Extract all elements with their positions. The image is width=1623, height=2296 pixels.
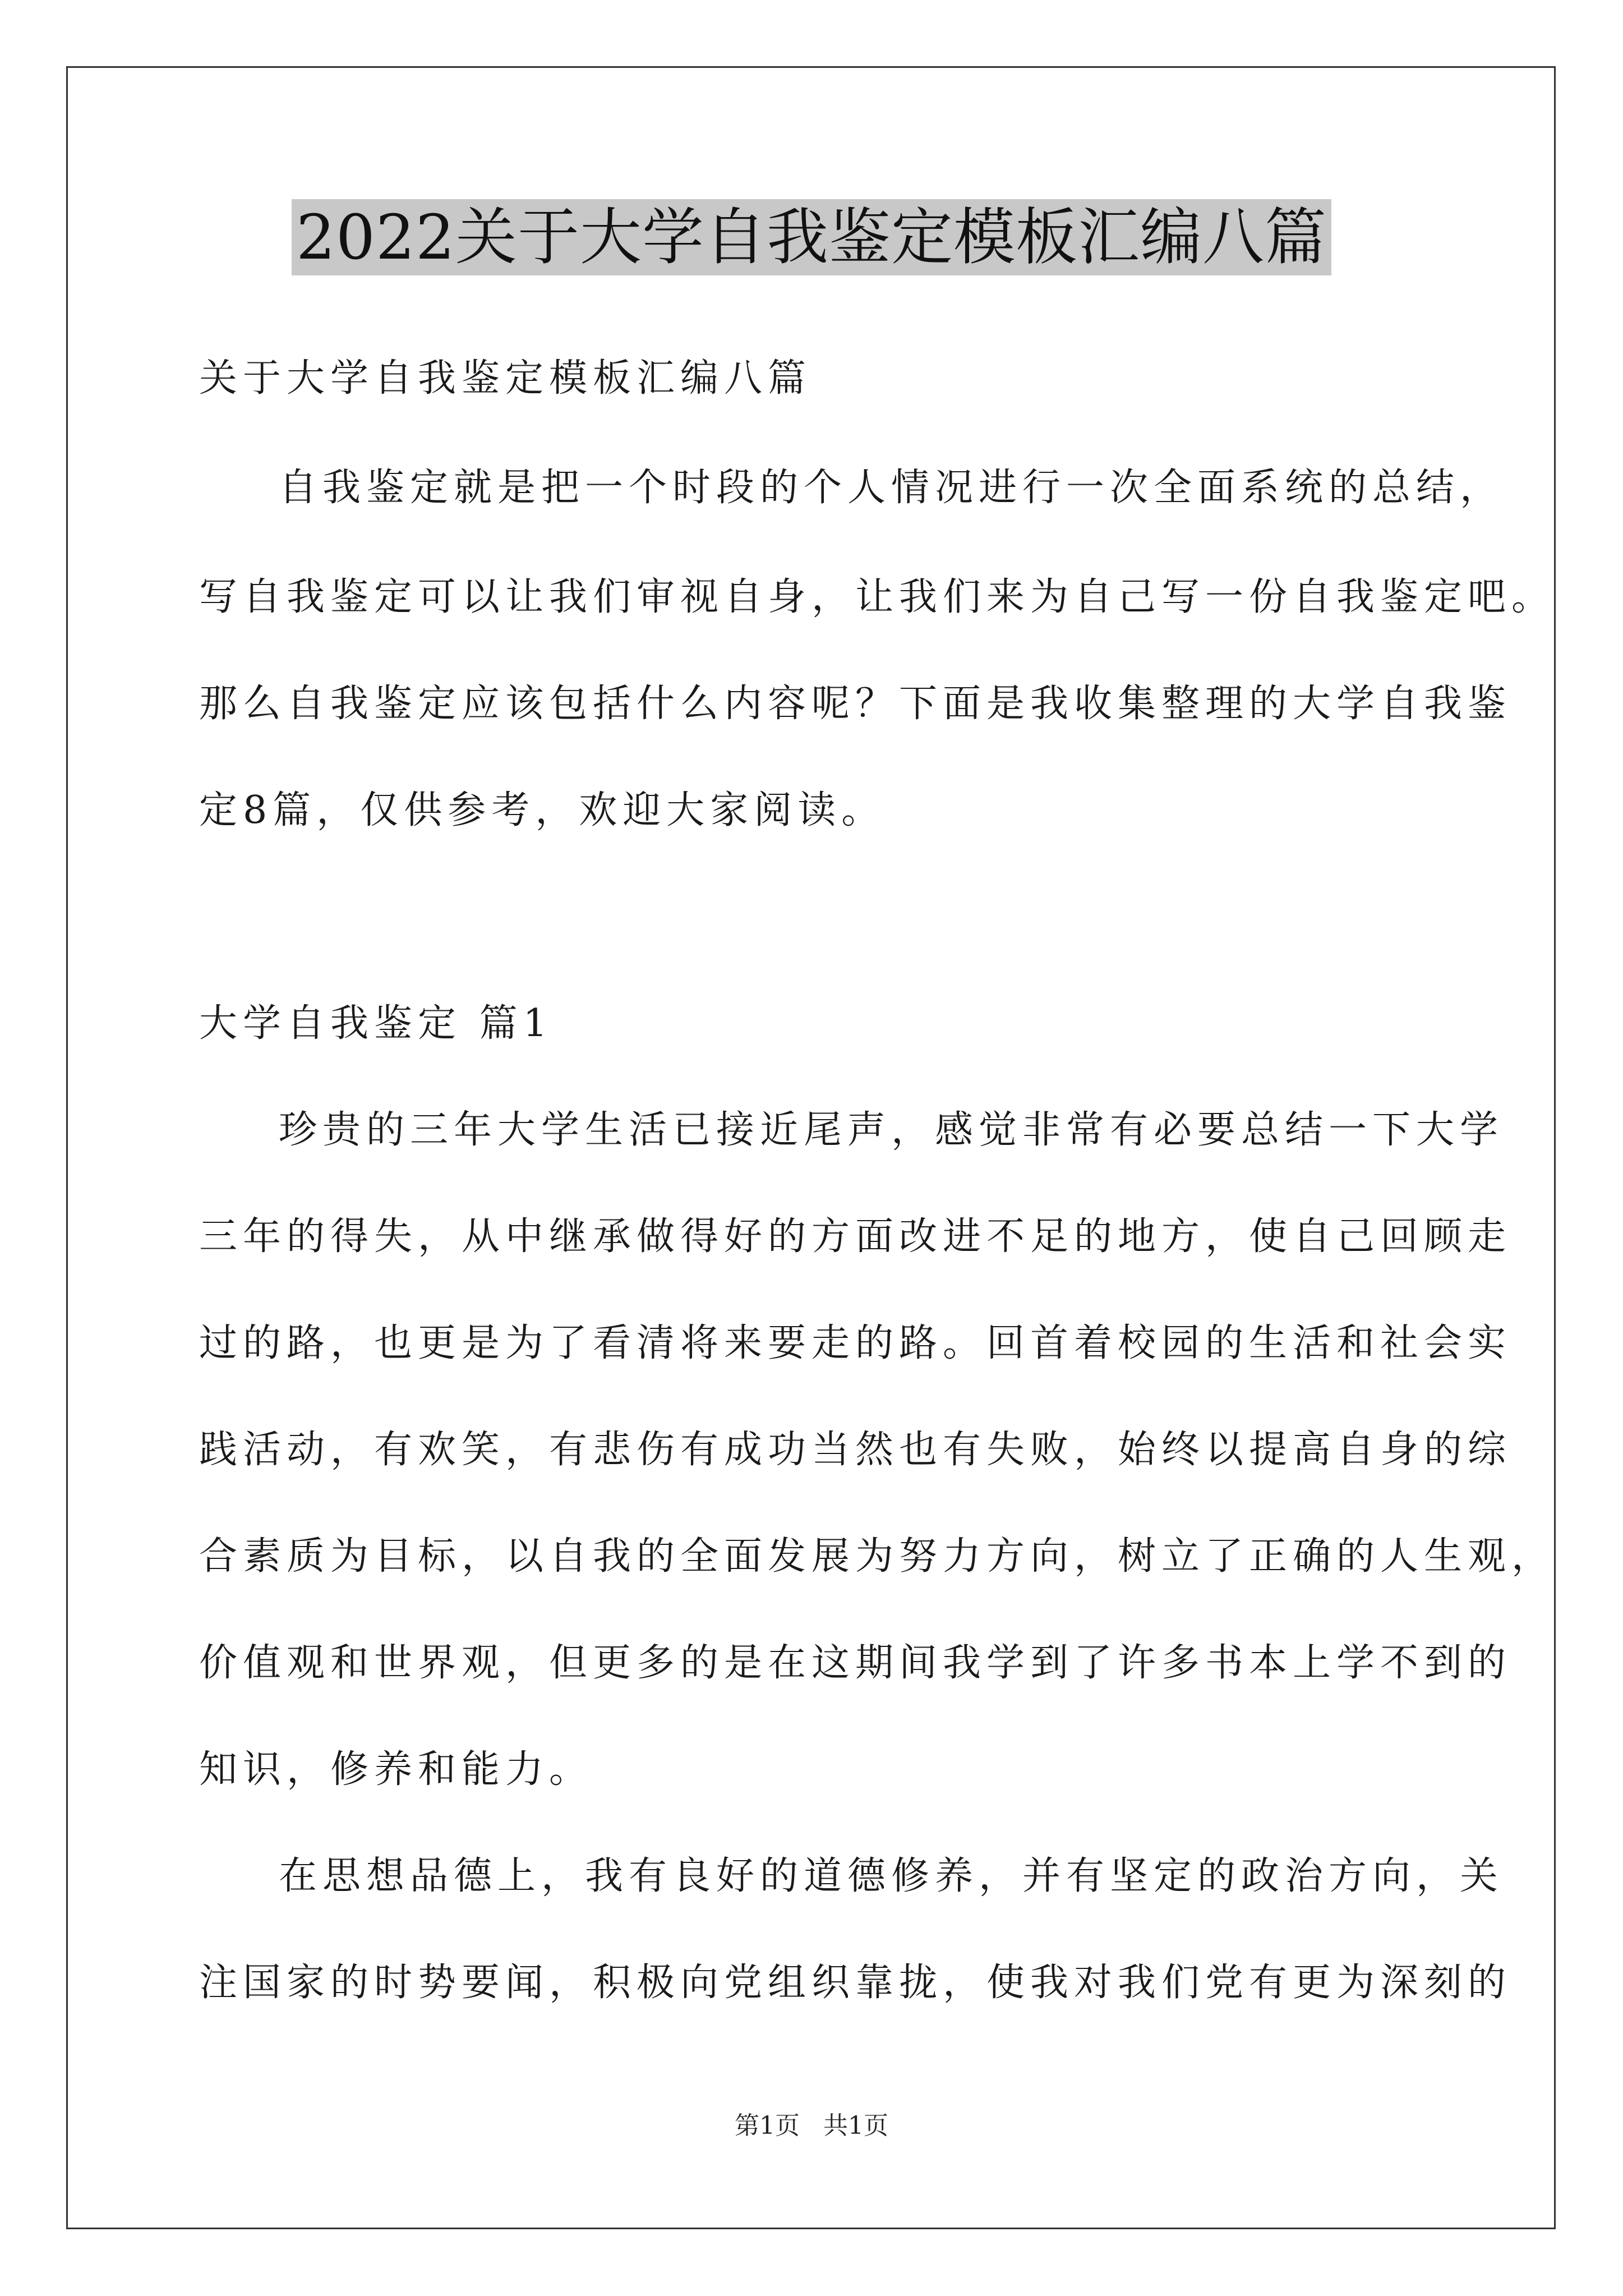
- page-footer: [0, 2109, 1623, 2143]
- para1-line-5: 合素质为目标，以自我的全面发展为努力方向，树立了正确的人生观，: [199, 1534, 1556, 1579]
- intro-line-3: 那么自我鉴定应该包括什么内容呢？下面是我收集整理的大学自我鉴: [199, 682, 1512, 726]
- para1-line-6: 价值观和世界观，但更多的是在这期间我学到了许多书本上学不到的: [199, 1641, 1512, 1685]
- page-number-current: 第1页: [735, 2111, 800, 2140]
- para1-line-3: 过的路，也更是为了看清将来要走的路。回首着校园的生活和社会实: [199, 1321, 1512, 1365]
- title-wrap: [0, 199, 1623, 275]
- section-heading: 大学自我鉴定 篇1: [199, 1001, 553, 1046]
- document-subtitle: 关于大学自我鉴定模板汇编八篇: [199, 356, 812, 401]
- para1-line-4: 践活动，有欢笑，有悲伤有成功当然也有失败，始终以提高自身的综: [199, 1428, 1512, 1472]
- para1-line-2: 三年的得失，从中继承做得好的方面改进不足的地方，使自己回顾走: [199, 1214, 1512, 1259]
- para1-line-1: 珍贵的三年大学生活已接近尾声，感觉非常有必要总结一下大学: [279, 1108, 1504, 1152]
- para1-line-7: 知识，修养和能力。: [199, 1747, 593, 1792]
- intro-line-4: 定8篇，仅供参考，欢迎大家阅读。: [199, 788, 886, 832]
- intro-line-1: 自我鉴定就是把一个时段的个人情况进行一次全面系统的总结，: [279, 466, 1504, 510]
- document-title: 2022关于大学自我鉴定模板汇编八篇: [292, 199, 1331, 275]
- intro-line-2: 写自我鉴定可以让我们审视自身，让我们来为自己写一份自我鉴定吧。: [199, 575, 1556, 619]
- para2-line-1: 在思想品德上，我有良好的道德修养，并有坚定的政治方向，关: [279, 1854, 1504, 1898]
- para2-line-2: 注国家的时势要闻，积极向党组织靠拢，使我对我们党有更为深刻的: [199, 1961, 1512, 2005]
- page-number-total: 共1页: [823, 2111, 888, 2140]
